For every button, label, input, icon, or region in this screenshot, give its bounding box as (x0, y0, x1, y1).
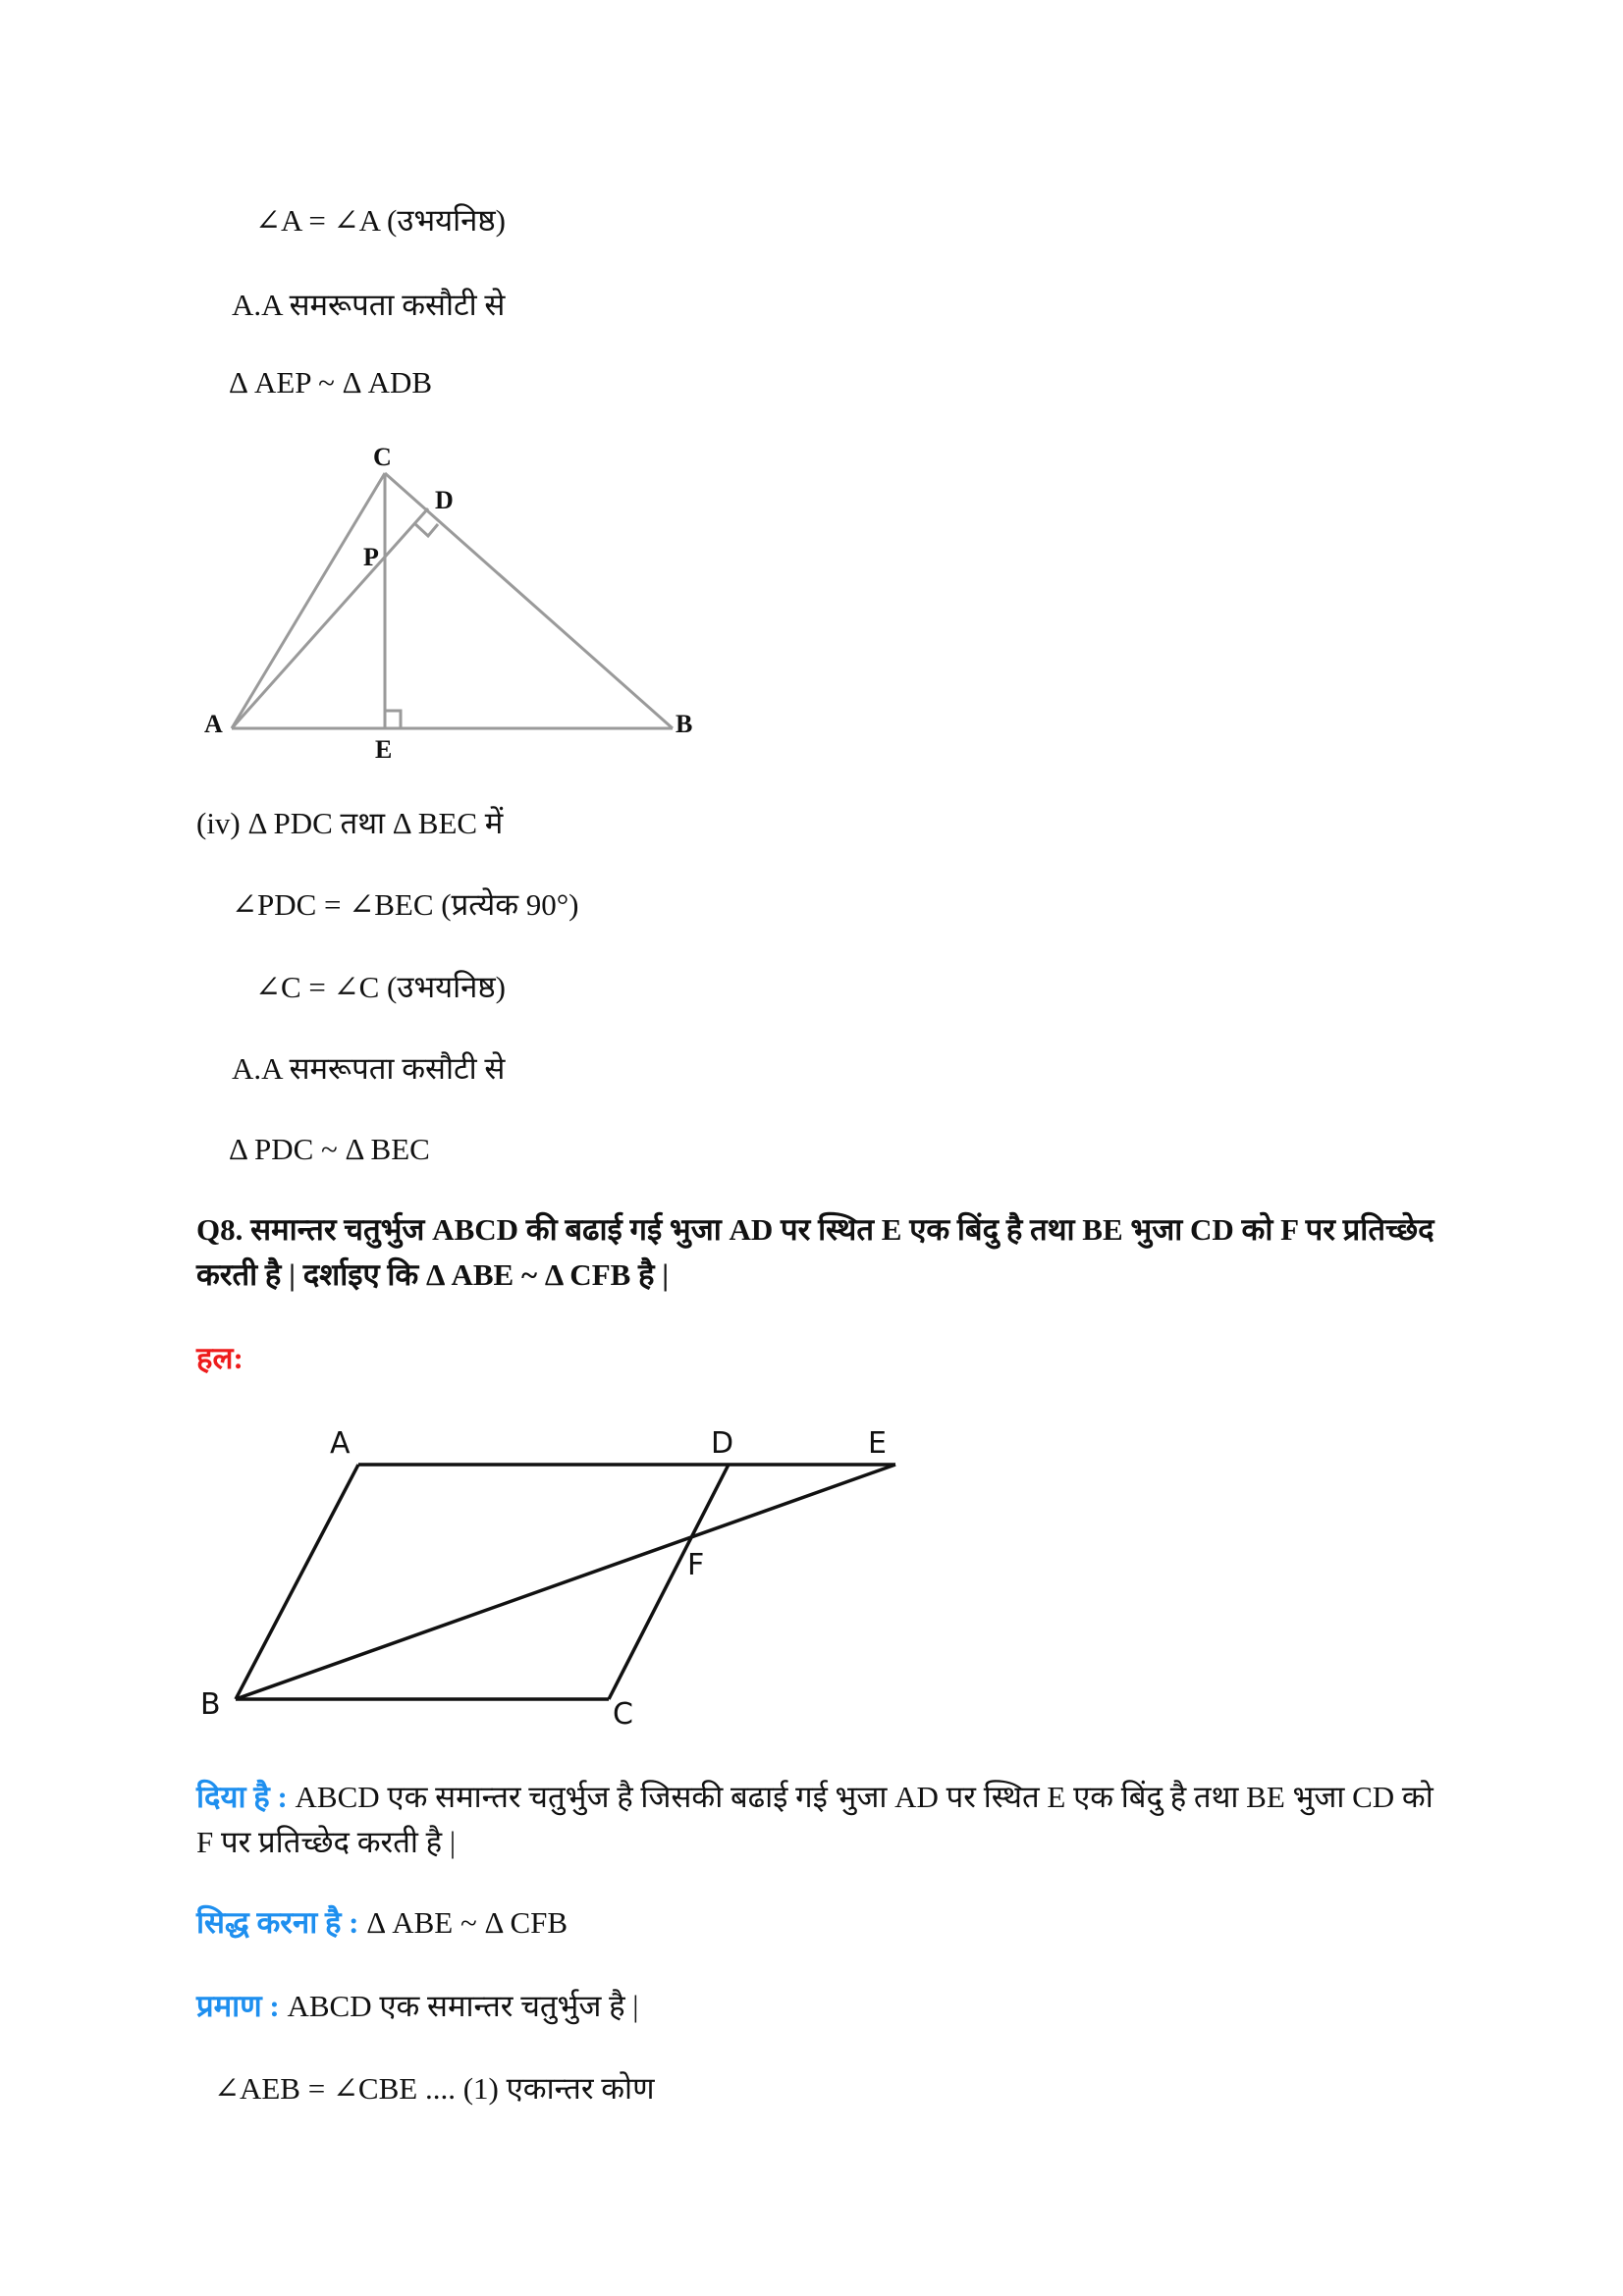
to-prove-label: सिद्ध करना है : (196, 1905, 359, 1940)
proof-label: प्रमाण : (196, 1989, 280, 2023)
proof-line (196, 1989, 639, 2024)
question-q8: Q8. समान्तर चतुर्भुज ABCD की बढाई गई भुजा AD पर स्थित E एक बिंदु है तथा BE भुजा CD को F पर प्रतिच्छेद करती है | दर्शाइए कि Δ ABE ~ Δ CFB है | (196, 1212, 1434, 1292)
label-b2: B (200, 1687, 221, 1722)
aa-criterion-line-2: A.A समरूपता कसौटी से (232, 1051, 506, 1086)
aa-criterion-line: A.A समरूपता कसौटी से (232, 288, 506, 322)
label-f2: F (687, 1548, 705, 1582)
label-p: P (363, 543, 379, 571)
given-text: ABCD एक समान्तर चतुर्भुज है जिसकी बढाई गई भुजा AD पर स्थित E एक बिंदु है तथा BE भुजा CD को F पर प्रतिच्छेद करती है | (196, 1780, 1434, 1859)
label-e2: E (868, 1426, 887, 1461)
similarity-aep-adb: Δ AEP ~ Δ ADB (229, 365, 433, 400)
given-paragraph (196, 1775, 1443, 1865)
to-prove-line (196, 1905, 568, 1941)
angle-pdc-bec: ∠PDC = ∠BEC (प्रत्येक 90°) (232, 887, 579, 922)
label-a: A (204, 710, 223, 738)
solution-label: हल: (196, 1341, 243, 1375)
part-iv-heading: (iv) Δ PDC तथा Δ BEC में (196, 806, 504, 840)
given-label: दिया है : (196, 1780, 288, 1814)
label-c: C (373, 443, 392, 471)
label-a2: A (330, 1426, 351, 1461)
label-b: B (676, 710, 693, 738)
angle-a-equality: ∠A = ∠A (उभयनिष्ठ) (255, 203, 506, 238)
angle-c-equality: ∠C = ∠C (उभयनिष्ठ) (255, 970, 506, 1004)
proof-text: ABCD एक समान्तर चतुर्भुज है | (279, 1989, 639, 2023)
angle-aeb-cbe: ∠AEB = ∠CBE .... (1) एकान्तर कोण (214, 2071, 655, 2106)
label-e: E (375, 735, 393, 764)
similarity-pdc-bec: Δ PDC ~ Δ BEC (229, 1132, 430, 1166)
label-d: D (435, 486, 454, 514)
label-d2: D (711, 1426, 734, 1461)
to-prove-text: Δ ABE ~ Δ CFB (358, 1905, 568, 1940)
label-c2: C (613, 1697, 633, 1732)
